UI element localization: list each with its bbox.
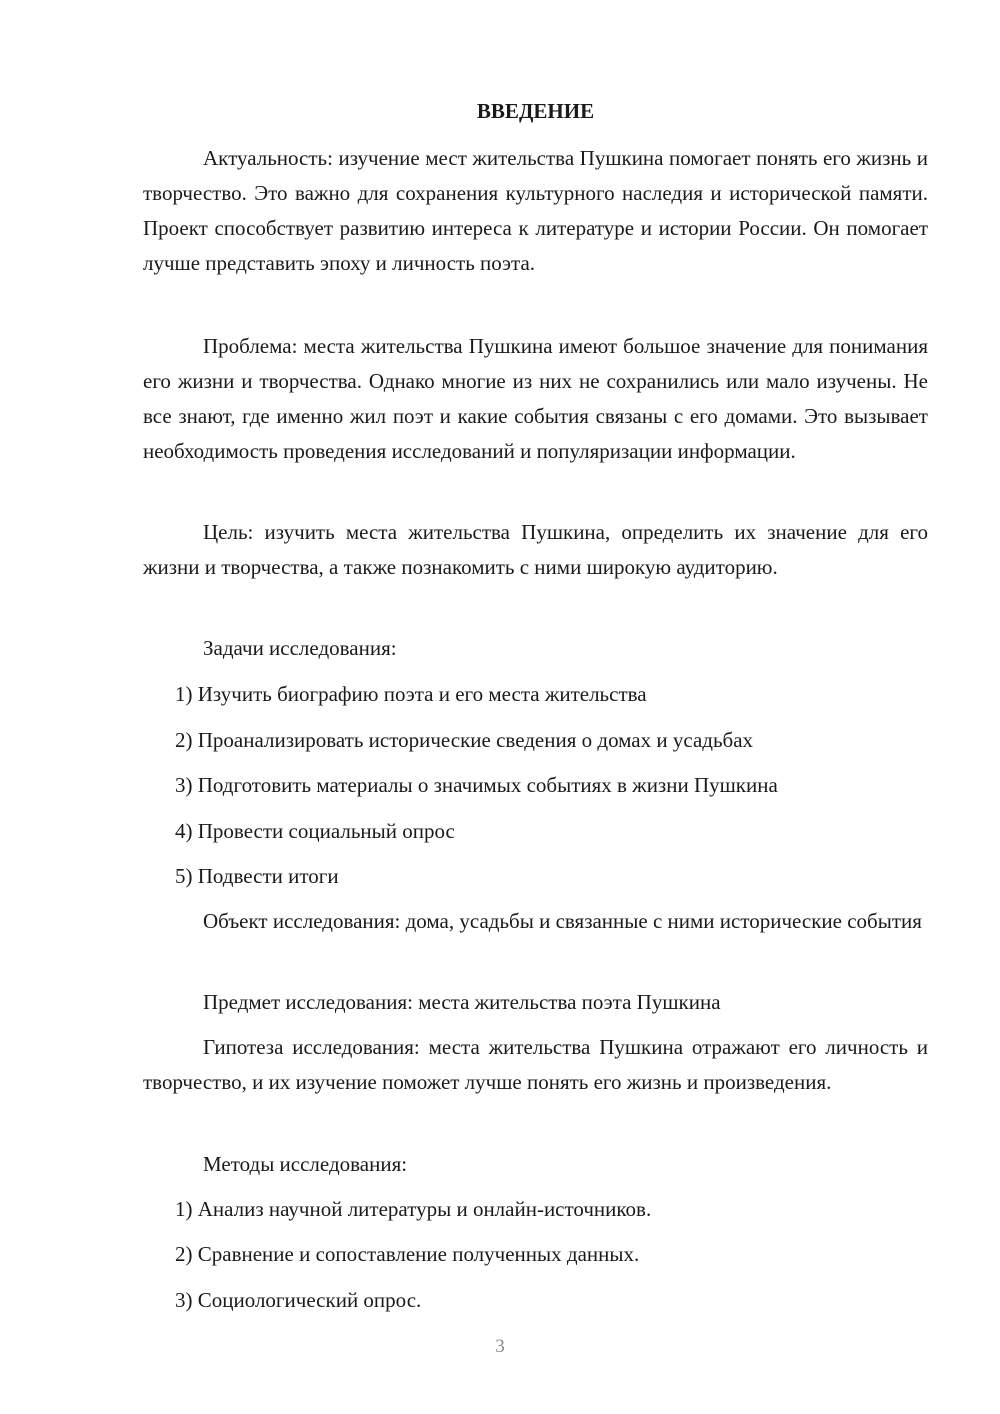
hypothesis-paragraph: Гипотеза исследования: места жительства Пушкина отражают его личность и творчество, и их изучение поможет лучше понять его жизнь и произведения. <box>143 1035 928 1094</box>
tasks-heading: Задачи исследования: <box>203 636 397 660</box>
subject-paragraph: Предмет исследования: места жительства поэта Пушкина <box>203 990 721 1014</box>
task-item: 2) Проанализировать исторические сведения о домах и усадьбах <box>175 728 754 752</box>
method-item: 1) Анализ научной литературы и онлайн-источников. <box>175 1197 652 1221</box>
task-item: 4) Провести социальный опрос <box>175 819 455 843</box>
goal-paragraph: Цель: изучить места жительства Пушкина, определить их значение для его жизни и творчества, а также познакомить с ними широкую аудиторию. <box>143 520 928 579</box>
task-item: 5) Подвести итоги <box>175 864 339 888</box>
task-item: 1) Изучить биографию поэта и его места жительства <box>175 682 647 706</box>
page-title: ВВЕДЕНИЕ <box>476 99 595 123</box>
relevance-paragraph: Актуальность: изучение мест жительства Пушкина помогает понять его жизнь и творчество. Это важно для сохранения культурного наследия и исторической памяти. Проект способствует развитию интереса к литературе и истории России. Он помогает лучше представить эпоху и личность поэта. <box>143 146 928 275</box>
object-paragraph: Объект исследования: дома, усадьбы и связанные с ними исторические события <box>203 909 922 933</box>
task-item: 3) Подготовить материалы о значимых событиях в жизни Пушкина <box>175 773 778 797</box>
problem-paragraph: Проблема: места жительства Пушкина имеют большое значение для понимания его жизни и творчества. Однако многие из них не сохранились или мало изучены. Не все знают, где именно жил поэт и какие события связаны с его домами. Это вызывает необходимость проведения исследований и популяризации информации. <box>143 334 928 463</box>
method-item: 2) Сравнение и сопоставление полученных данных. <box>175 1242 640 1266</box>
page-number: 3 <box>495 1336 505 1357</box>
methods-heading: Методы исследования: <box>203 1152 408 1176</box>
method-item: 3) Социологический опрос. <box>175 1288 422 1312</box>
